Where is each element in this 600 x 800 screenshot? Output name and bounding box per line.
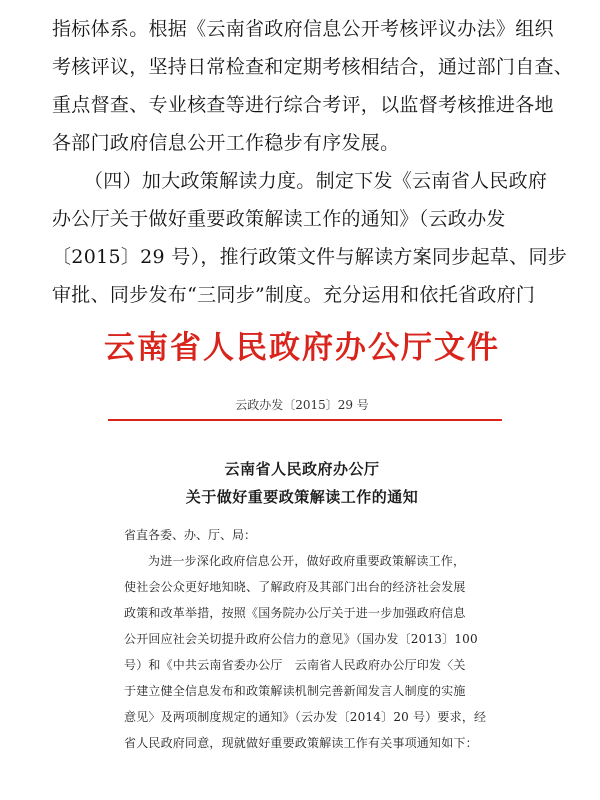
notice-title-line2: 关于做好重要政策解读工作的通知 (185, 488, 419, 506)
red-header-title: 云南省人民政府办公厅文件 (104, 330, 500, 366)
notice-body-line: 意见〉及两项制度规定的通知》（云办发〔2014〕20 号）要求，经 (124, 710, 487, 724)
report-line: 〔2015〕29 号），推行政策文件与解读方案同步起草、同步 (52, 246, 568, 268)
notice-title-line1: 云南省人民政府办公厅 (224, 460, 380, 478)
notice-body-line: 于建立健全信息发布和政策解读机制完善新闻发言人制度的实施 (124, 684, 466, 698)
notice-addressee: 省直各委、办、厅、局： (124, 528, 257, 542)
red-divider (108, 419, 502, 421)
notice-body-line: 号）和《中共云南省委办公厅 云南省人民政府办公厅印发〈关 (124, 658, 466, 672)
report-line: 指标体系。根据《云南省政府信息公开考核评议办法》组织 (52, 18, 554, 40)
report-line: 审批、同步发布“三同步”制度。充分运用和依托省政府门 (52, 284, 536, 306)
notice-body-line: 政策和改革举措，按照《国务院办公厅关于进一步加强政府信息 (124, 606, 466, 620)
report-line: （四）加大政策解读力度。制定下发《云南省人民政府 (84, 170, 548, 192)
report-line: 办公厅关于做好重要政策解读工作的通知》（云政办发 (52, 208, 506, 230)
notice-body-line: 省人民政府同意，现就做好重要政策解读工作有关事项通知如下： (124, 736, 478, 750)
notice-body-line: 公开回应社会关切提升政府公信力的意见》（国办发〔2013〕100 (124, 632, 478, 646)
notice-body-line: 使社会公众更好地知晓、了解政府及其部门出台的经济社会发展 (124, 580, 466, 594)
report-line: 各部门政府信息公开工作稳步有序发展。 (52, 132, 400, 154)
notice-body-line: 为进一步深化政府信息公开，做好政府重要政策解读工作， (148, 554, 466, 568)
document-scan (52, 318, 552, 800)
report-line: 重点督查、专业核查等进行综合考评，以监督考核推进各地 (52, 94, 554, 116)
document-number: 云政办发〔2015〕29 号 (235, 398, 369, 412)
report-line: 考核评议，坚持日常检查和定期考核相结合，通过部门自查、 (52, 56, 574, 78)
